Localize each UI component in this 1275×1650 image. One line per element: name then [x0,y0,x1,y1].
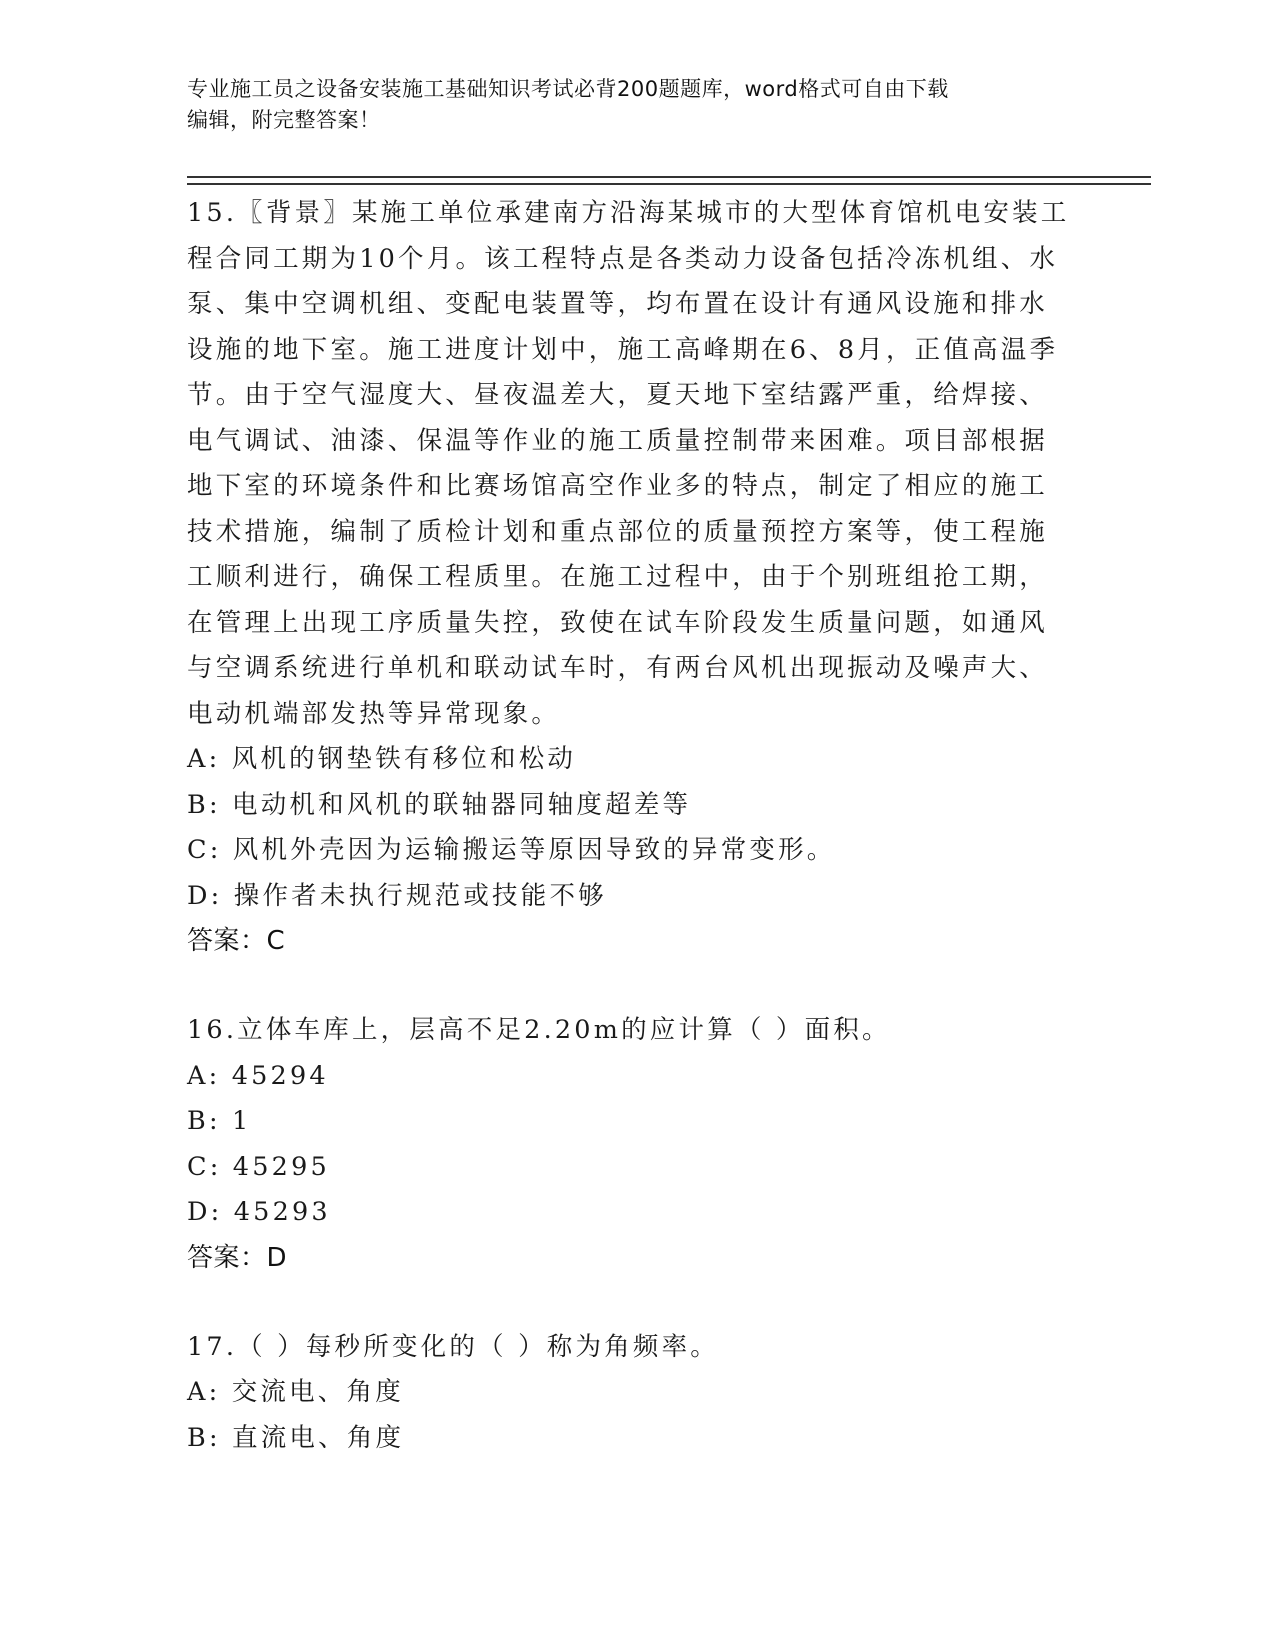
stem-line: 技术措施，编制了质检计划和重点部位的质量预控方案等，使工程施 [187,516,1049,547]
header-divider-top [187,176,1151,178]
header-line-1: 专业施工员之设备安装施工基础知识考试必背200题题库，word格式可自由下载 [187,77,949,101]
stem-line: 与空调系统进行单机和联动试车时，有两台风机出现振动及噪声大、 [187,653,1049,683]
stem-line: 程合同工期为10个月。该工程特点是各类动力设备包括冷冻机组、水 [187,243,1059,274]
option-b: B: 直流电、角度 [187,1422,405,1453]
option-d: D: 45293 [187,1197,331,1227]
document-header [187,74,1067,136]
stem-line: 17.（ ）每秒所变化的（ ）称为角频率。 [187,1331,719,1362]
stem-line: 节。由于空气湿度大、昼夜温差大，夏天地下室结露严重，给焊接、 [187,380,1049,410]
question-stem [187,1325,1087,1371]
stem-line: 泵、集中空调机组、变配电装置等，均布置在设计有通风设施和排水 [187,289,1049,319]
question-15 [187,191,1087,964]
option-b: B: 1 [187,1106,252,1136]
question-stem [187,191,1087,737]
question-stem [187,1008,1087,1054]
stem-line: 在管理上出现工序质量失控，致使在试车阶段发生质量问题，如通风 [187,607,1049,638]
stem-line: 电动机端部发热等异常现象。 [187,698,561,729]
option-a: A: 交流电、角度 [187,1377,404,1407]
stem-line: 电气调试、油漆、保温等作业的施工质量控制带来困难。项目部根据 [187,425,1049,456]
option-b: B: 电动机和风机的联轴器同轴度超差等 [187,789,692,820]
question-17 [187,1325,1087,1462]
option-c: C: 45295 [187,1151,330,1182]
answer-label: 答案：C [187,926,286,956]
option-c: C: 风机外壳因为运输搬运等原因导致的异常变形。 [187,835,836,865]
option-a: A: 风机的钢垫铁有移位和松动 [187,744,577,774]
header-line-2: 编辑，附完整答案！ [187,108,381,132]
stem-line: 设施的地下室。施工进度计划中，施工高峰期在6、8月，正值高温季 [187,334,1059,365]
header-divider-bottom [187,183,1151,185]
option-a: A: 45294 [187,1060,329,1091]
stem-line: 工顺利进行，确保工程质里。在施工过程中，由于个别班组抢工期， [187,562,1049,592]
stem-line: 16.立体车库上，层高不足2.20m的应计算（ ）面积。 [187,1015,891,1045]
question-list [187,191,1087,1505]
answer-label: 答案：D [187,1242,288,1273]
option-d: D: 操作者未执行规范或技能不够 [187,880,607,911]
question-16 [187,1008,1087,1281]
stem-line: 地下室的环境条件和比赛场馆高空作业多的特点，制定了相应的施工 [187,471,1049,501]
stem-line: 15.〖背景〗某施工单位承建南方沿海某城市的大型体育馆机电安装工 [187,198,1070,228]
